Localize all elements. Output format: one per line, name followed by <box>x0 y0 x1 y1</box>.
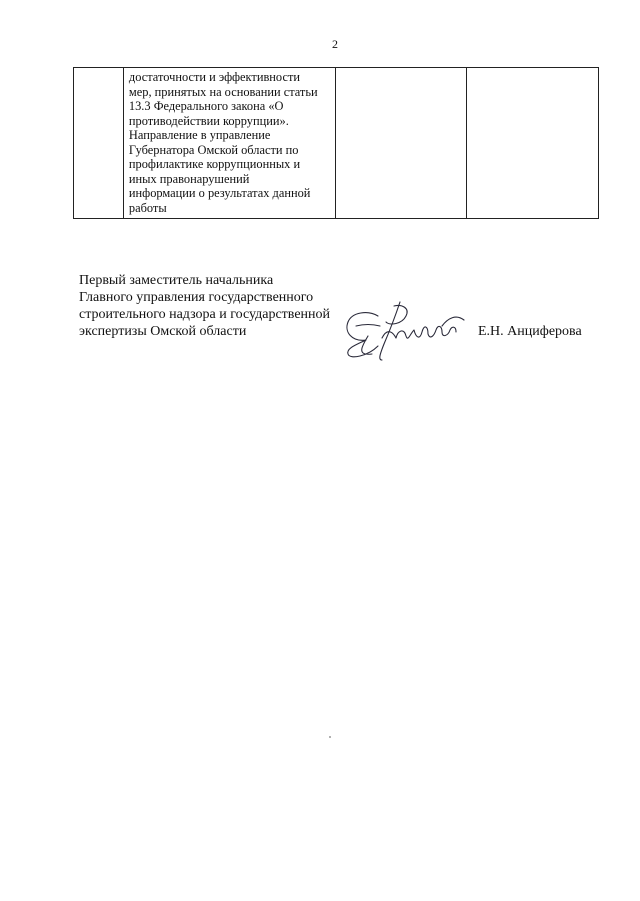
signer-name: Е.Н. Анциферова <box>478 324 582 339</box>
position-line: экспертизы Омской области <box>79 324 247 339</box>
handwritten-signature <box>338 296 470 364</box>
cell-text-line: Направление в управление <box>128 128 271 143</box>
signatory-position <box>79 272 330 340</box>
cell-text-line: мер, принятых на основании статьи <box>128 84 318 99</box>
scan-artifact-dot <box>329 736 331 738</box>
table-cell-deadline <box>336 68 468 218</box>
page-number: 2 <box>332 37 338 51</box>
cell-text-line: 13.3 Федерального закона «О <box>128 99 284 114</box>
cell-text-line: достаточности и эффективности <box>128 70 300 84</box>
cell-text-line: информации о результатах данной <box>128 186 311 201</box>
cell-text-line: работы <box>128 200 167 215</box>
measures-table <box>73 67 599 219</box>
position-line: строительного надзора и государственной <box>79 307 331 322</box>
cell-text-line: иных правонарушений <box>128 171 250 186</box>
table-cell-responsible <box>467 68 598 218</box>
position-line: Первый заместитель начальника <box>79 273 274 288</box>
cell-text-line: профилактике коррупционных и <box>128 157 301 172</box>
table-cell-measure <box>124 68 336 218</box>
position-line: Главного управления государственного <box>79 290 314 305</box>
cell-text-line: противодействии коррупции». <box>128 113 289 128</box>
table-cell-number <box>74 68 124 218</box>
cell-text-line: Губернатора Омской области по <box>128 142 299 157</box>
